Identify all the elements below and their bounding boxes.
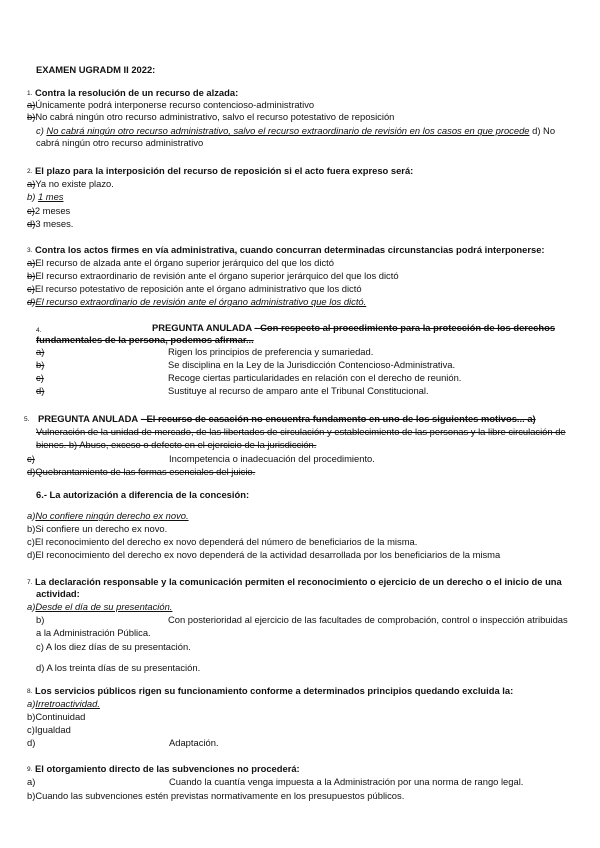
question-7-text-2: actividad: bbox=[36, 588, 80, 599]
question-1 bbox=[27, 87, 238, 99]
question-4-text: fundamentales de la persona, podemos afirmar... bbox=[36, 334, 254, 345]
question-5-text-2: Vulneración de la unidad de mercado, de las libertades de circulación y establecimiento de las personas y la libre circulación de bbox=[36, 426, 566, 437]
q1-option-c: c) No cabrá ningún otro recurso administrativo, salvo el recurso extraordinario de revisión en los casos en que procede d) No bbox=[36, 125, 556, 136]
q1-option-a: a)Únicamente podrá interponerse recurso contencioso-administrativo bbox=[27, 99, 315, 110]
exam-title: EXAMEN UGRADM II 2022: bbox=[36, 64, 156, 75]
q4-option-c: c) Recoge ciertas particularidades en relación con el derecho de reunión. bbox=[36, 372, 462, 383]
question-4-header: PREGUNTA ANULADA - Con respecto al procedimiento para la protección de los derechos bbox=[152, 322, 556, 333]
question-2: 2. El plazo para la interposición del recurso de reposición si el acto fuera expreso será: bbox=[27, 165, 414, 176]
q8-option-b: b)Continuidad bbox=[27, 711, 86, 722]
annulled-label: PREGUNTA ANULADA bbox=[152, 322, 252, 333]
q2-option-d: d)3 meses. bbox=[27, 218, 74, 229]
q7-option-a: a)Desde el día de su presentación. bbox=[27, 601, 173, 612]
q2-option-a: a)Ya no existe plazo. bbox=[27, 178, 114, 189]
q7-option-d: d) A los treinta días de su presentación. bbox=[36, 662, 201, 673]
q8-option-d: d) Adaptación. bbox=[27, 737, 219, 748]
q6-option-b: b)Si confiere un derecho ex novo. bbox=[27, 523, 168, 534]
q4-option-d: d) Sustituye al recurso de amparo ante el Tribunal Constitucional. bbox=[36, 385, 429, 396]
annulled-label: PREGUNTA ANULADA bbox=[38, 413, 139, 424]
q6-option-d: d)El reconocimiento del derecho ex novo dependerá de la actividad desarrollada por los beneficiarios de la misma bbox=[27, 549, 501, 560]
question-4-number: 4. bbox=[36, 327, 42, 334]
q2-option-b: b) 1 mes bbox=[27, 191, 64, 202]
q6-option-c: c)El reconocimiento del derecho ex novo dependerá del número de beneficiarios de la misma. bbox=[27, 536, 418, 547]
q8-option-c: c)Igualdad bbox=[27, 724, 71, 735]
question-5-text-3: bienes. b) Abuso, exceso o defecto en el ejercicio de la jurisdicción. bbox=[36, 439, 317, 450]
question-number: 1. bbox=[27, 90, 33, 97]
q8-option-a: a)Irretroactividad. bbox=[27, 698, 100, 709]
q7-option-b-cont: a la Administración Pública. bbox=[36, 627, 151, 638]
question-8: 8. Los servicios públicos rigen su funcionamiento conforme a determinados principios quedando excluida la: bbox=[27, 685, 514, 696]
question-3: 3. Contra los actos firmes en vía administrativa, cuando concurran determinadas circunstancias podrá interponerse: bbox=[27, 244, 545, 255]
q5-option-d: d)Quebrantamiento de las formas esenciales del juicio. bbox=[27, 466, 256, 477]
q7-option-b: b) Con posterioridad al ejercicio de las facultades de comprobación, control o inspección atribuidas bbox=[36, 614, 568, 625]
question-5: 5. PREGUNTA ANULADA - El recurso de casación no encuentra fundamento en uno de los siguientes motivos... a) bbox=[24, 413, 536, 424]
q3-option-a: a)El recurso de alzada ante el órgano superior jerárquico del que los dictó bbox=[27, 257, 334, 268]
q3-option-d: d)El recurso extraordinario de revisión ante el órgano administrativo que los dictó. bbox=[27, 296, 367, 307]
q2-option-c: c)2 meses bbox=[27, 205, 71, 216]
question-text: Contra la resolución de un recurso de alzada: bbox=[35, 87, 239, 98]
q4-option-a: a) Rigen los principios de preferencia y sumariedad. bbox=[36, 346, 374, 357]
q1-option-b: b)No cabrá ningún otro recurso administrativo, salvo el recurso potestativo de reposición bbox=[27, 111, 395, 122]
question-7: 7. La declaración responsable y la comunicación permiten el reconocimiento o ejercicio de un derecho o el inicio de una bbox=[27, 576, 562, 587]
q1-option-d: cabrá ningún otro recurso administrativo bbox=[36, 137, 204, 148]
q7-option-c: c) A los diez días de su presentación. bbox=[36, 641, 191, 652]
question-6: 6.- La autorización a diferencia de la concesión: bbox=[36, 489, 250, 500]
q9-option-b: b)Cuando las subvenciones estén previstas normativamente en los presupuestos públicos. bbox=[27, 790, 405, 801]
q6-option-a: a)No confiere ningún derecho ex novo. bbox=[27, 510, 189, 521]
question-9: 9. El otorgamiento directo de las subvenciones no procederá: bbox=[27, 763, 300, 774]
q3-option-c: c)El recurso potestativo de reposición ante el órgano administrativo que los dictó bbox=[27, 283, 362, 294]
q3-option-b: b)El recurso extraordinario de revisión ante el órgano superior jerárquico del que los dictó bbox=[27, 270, 399, 281]
q5-option-c: c) Incompetencia o inadecuación del procedimiento. bbox=[27, 453, 375, 464]
q4-option-b: b) Se disciplina en la Ley de la Jurisdicción Contencioso-Administrativa. bbox=[36, 359, 456, 370]
q9-option-a: a) Cuando la cuantía venga impuesta a la Administración por una norma de rango legal. bbox=[27, 776, 524, 787]
